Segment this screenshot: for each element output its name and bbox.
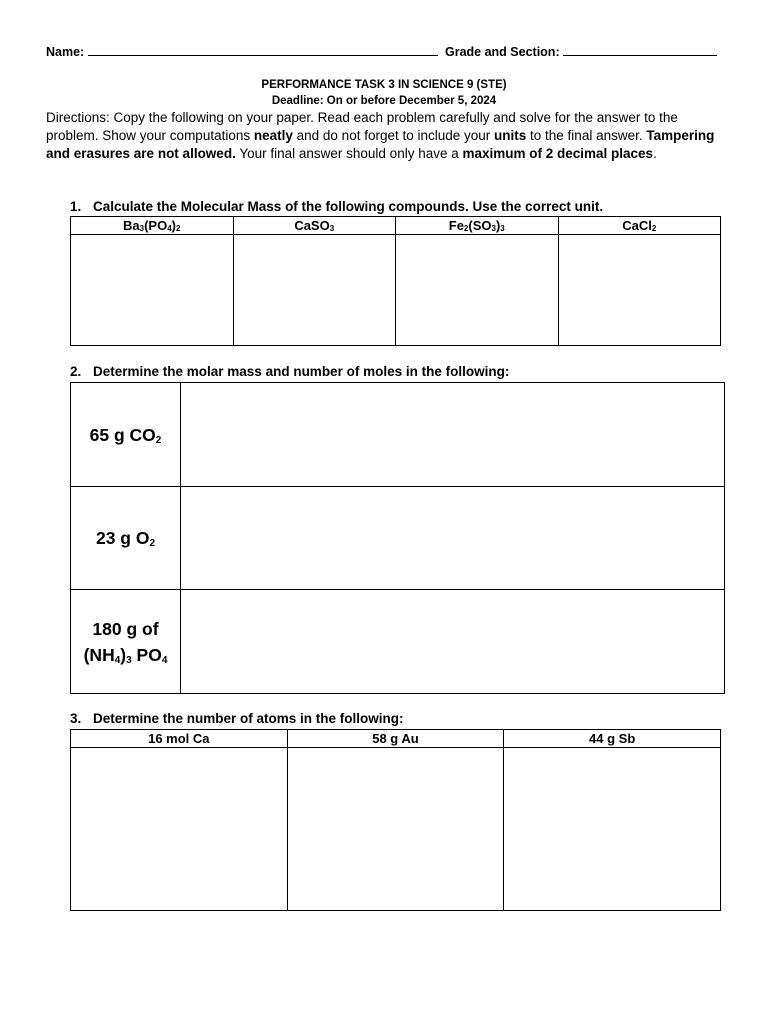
name-label: Name: [46,45,85,59]
q2-answer-cell[interactable] [181,383,725,487]
q3-answer-cell[interactable] [71,748,288,911]
directions-text-4: Your final answer should only have a [235,146,463,161]
q2-label-nh43po4: 180 g of $(NH_4)_3$ $PO_4$ [71,590,181,694]
q1-header-ba3po42: $Ba_3(PO_4)_2$ [71,217,234,235]
q3-header-au: 58 g Au [287,730,504,748]
grade-section-label: Grade and Section: [445,45,560,59]
q3-header-row [71,730,721,748]
q2-row [71,590,725,694]
grade-section-line [445,44,717,59]
q2-heading [70,364,509,379]
q1-answer-cell[interactable] [396,235,559,346]
q3-answer-cell[interactable] [287,748,504,911]
q2-table [70,382,725,694]
q1-answer-cell[interactable] [71,235,234,346]
name-line [46,44,438,59]
directions [46,109,726,163]
q1-number: 1. [70,199,82,214]
q2-answer-cell[interactable] [181,590,725,694]
directions-units: units [494,128,527,143]
q3-number: 3. [70,711,82,726]
task-title: PERFORMANCE TASK 3 IN SCIENCE 9 (STE) [261,79,507,91]
q1-header-fe2so43: $Fe_2(SO_3)_3$ [396,217,559,235]
q1-answer-cell[interactable] [558,235,721,346]
q3-answer-row [71,748,721,911]
q3-header-sb: 44 g Sb [504,730,721,748]
q1-header-cacl2: CaCl$_2$ [558,217,721,235]
q3-text: Determine the number of atoms in the following: [93,711,404,726]
q1-table [70,216,721,346]
q1-heading [70,199,603,214]
q3-heading [70,711,404,726]
directions-text-1: Directions: Copy the following on your paper. Read each problem carefully and solve for the answer to the problem. Show your computations [46,110,678,143]
q3-header-ca: 16 mol Ca [71,730,288,748]
directions-max-decimal: maximum of 2 decimal places [462,146,654,161]
q3-table [70,729,721,911]
directions-text-2: and do not forget to include your [292,128,495,143]
q2-answer-cell[interactable] [181,487,725,590]
directions-tampering: Tampering and erasures are not allowed. [46,128,715,161]
q1-answer-cell[interactable] [233,235,396,346]
q2-number: 2. [70,364,82,379]
q1-answer-row [71,235,721,346]
directions-end: . [653,146,657,161]
directions-text-3: to the final answer. [526,128,647,143]
directions-neatly: neatly [253,128,293,143]
q2-row [71,383,725,487]
deadline: Deadline: On or before December 5, 2024 [271,95,497,107]
q2-label-co2: 65 g $CO_2$ [71,383,181,487]
q3-answer-cell[interactable] [504,748,721,911]
q1-header-caso3: CaSO$_3$ [233,217,396,235]
q2-text: Determine the molar mass and number of moles in the following: [93,364,510,379]
q1-header-row [71,217,721,235]
q2-label-o2: 23 g $O_2$ [71,487,181,590]
q1-text: Calculate the Molecular Mass of the following compounds. Use the correct unit. [93,199,604,214]
name-blank[interactable] [88,44,438,56]
q2-row [71,487,725,590]
grade-section-blank[interactable] [563,44,717,56]
